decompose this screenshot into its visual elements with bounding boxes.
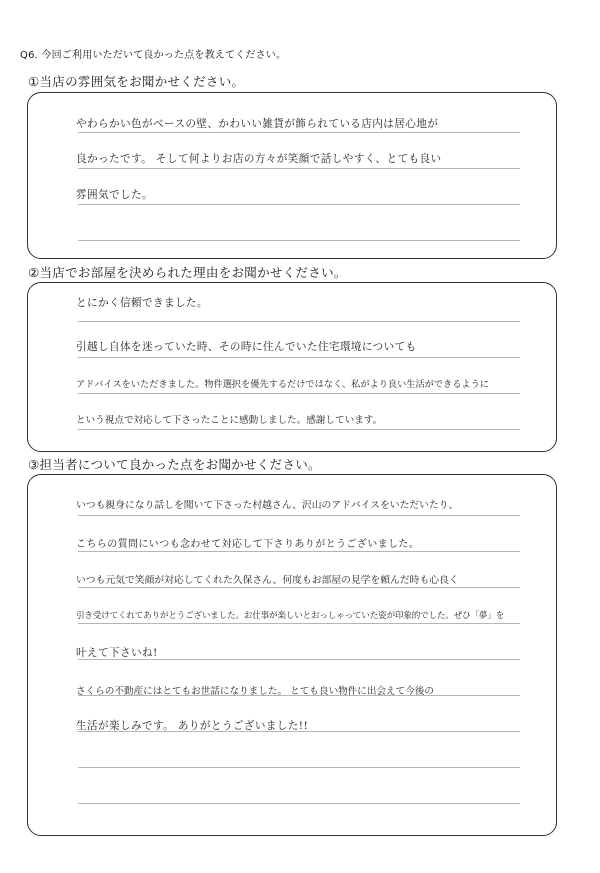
section-3-rule: [78, 803, 520, 804]
handwritten-line: 生活が楽しみです。 ありがとうございました!!: [76, 720, 309, 732]
handwritten-line: 叶えて下さいね!: [76, 647, 158, 659]
section-2-rule: [78, 393, 520, 394]
handwritten-line: とにかく信頼できました。: [76, 297, 208, 309]
handwritten-line: いつも元気で笑顔が対応してくれた久保さん、何度もお部屋の見学を頼んだ時も心良く: [76, 575, 459, 586]
section-2-rule: [78, 357, 520, 358]
handwritten-line: アドバイスをいただきました。物件選択を優先するだけではなく、私がより良い生活ができるように: [76, 379, 489, 390]
section-1-rule: [78, 240, 520, 241]
section-3-rule: [78, 587, 520, 588]
section-3-rule: [78, 515, 520, 516]
handwritten-line: 引越し自体を迷っていた時、その時に住んでいた住宅環境についても: [76, 341, 417, 353]
section-3-rule: [78, 767, 520, 768]
handwritten-line: 引き受けてくれてありがとうございました。お仕事が楽しいとおっしゃっていた姿が印象的でした。ぜひ「夢」を: [76, 611, 505, 621]
section-2-title: ②当店でお部屋を決められた理由をお聞かせください。: [28, 265, 347, 280]
section-1-title: ①当店の雰囲気をお聞かせください。: [28, 74, 245, 89]
question-heading: Q6. 今回ご利用いただいて良かった点を教えてください。: [20, 50, 287, 61]
handwritten-line: という視点で対応して下さったことに感動しました。感謝しています。: [76, 415, 383, 426]
section-1-rule: [78, 132, 520, 133]
handwritten-line: 良かったです。 そして何よりお店の方々が笑顔で話しやすく、とても良い: [76, 153, 442, 165]
handwritten-line: さくらの不動産にはとてもお世話になりました。 とても良い物件に出会えて今後の: [76, 686, 435, 697]
section-2-rule: [78, 429, 520, 430]
handwritten-line: やわらかい色がベースの壁、かわいい雑貨が飾られている店内は居心地が: [76, 118, 439, 130]
section-3-rule: [78, 623, 520, 624]
section-1-rule: [78, 204, 520, 205]
section-3-title: ③担当者について良かった点をお聞かせください。: [28, 457, 321, 472]
handwritten-line: こちらの質問にいつも念わせて対応して下さりありがとうございました。: [76, 539, 420, 550]
handwritten-line: いつも親身になり話しを聞いて下さった村越さん、沢山のアドバイスをいただいたり、: [76, 500, 459, 511]
section-2-rule: [78, 321, 520, 322]
section-1-rule: [78, 168, 520, 169]
handwritten-line: 雰囲気でした。: [76, 189, 153, 201]
section-3-rule: [78, 551, 520, 552]
